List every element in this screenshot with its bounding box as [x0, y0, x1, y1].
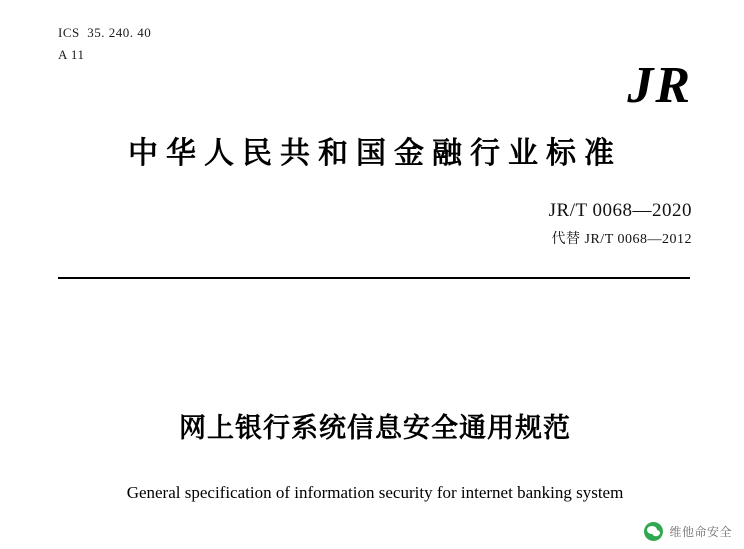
standard-authority-title: 中华人民共和国金融行业标准 [128, 136, 622, 171]
header-divider [58, 277, 690, 279]
standard-number-block [549, 200, 692, 248]
standard-number: JR/T 0068—2020 [548, 200, 692, 221]
document-title-chinese: 网上银行系统信息安全通用规范 [179, 413, 571, 444]
document-title-english: General specification of information security for internet banking system [126, 483, 624, 502]
classification-code: A 11 [58, 47, 85, 62]
watermark-credit [644, 522, 732, 541]
jr-emblem: JR [627, 57, 692, 114]
classification-codes [58, 22, 151, 66]
ics-code: ICS 35. 240. 40 [58, 25, 152, 40]
supersedes-note: 代替 JR/T 0068—2012 [551, 232, 692, 247]
wechat-icon [644, 522, 663, 541]
watermark-account-name: 维他命安全 [669, 525, 732, 539]
